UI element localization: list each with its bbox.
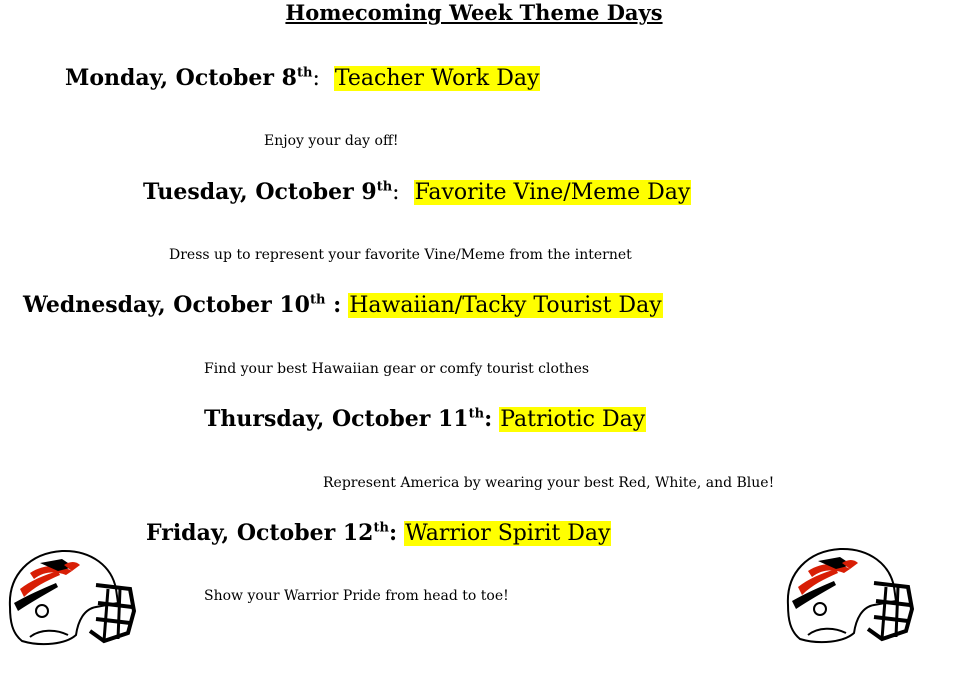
day-description-tuesday: Dress up to represent your favorite Vine/Meme from the internet bbox=[169, 247, 632, 263]
theme-name: Patriotic Day bbox=[500, 407, 646, 432]
day-heading-thursday bbox=[204, 405, 646, 434]
separator: : bbox=[388, 520, 398, 546]
day-description-wednesday: Find your best Hawaiian gear or comfy tourist clothes bbox=[204, 361, 590, 377]
day-description-thursday: Represent America by wearing your best Red, White, and Blue! bbox=[323, 475, 775, 491]
football-helmet-icon bbox=[0, 545, 136, 649]
day-heading-tuesday bbox=[143, 178, 691, 207]
separator: : bbox=[312, 66, 320, 91]
ordinal-suffix: th bbox=[309, 292, 326, 308]
ordinal-suffix: th bbox=[297, 65, 313, 81]
day-label: Wednesday, October 10 bbox=[23, 292, 310, 318]
day-heading-monday bbox=[65, 64, 540, 93]
ordinal-suffix: th bbox=[373, 520, 389, 536]
day-label: Friday, October 12 bbox=[146, 520, 374, 546]
theme-name: Teacher Work Day bbox=[334, 66, 540, 91]
separator: : bbox=[392, 180, 400, 205]
day-description-monday: Enjoy your day off! bbox=[264, 133, 399, 149]
day-label: Tuesday, October 9 bbox=[143, 179, 377, 205]
day-heading-wednesday bbox=[23, 291, 663, 320]
theme-name: Warrior Spirit Day bbox=[405, 521, 611, 546]
theme-name: Hawaiian/Tacky Tourist Day bbox=[349, 293, 662, 318]
football-helmet-icon bbox=[778, 543, 914, 647]
ordinal-suffix: th bbox=[376, 179, 393, 195]
day-label: Thursday, October 11 bbox=[204, 406, 469, 432]
page-title: Homecoming Week Theme Days bbox=[285, 0, 663, 25]
ordinal-suffix: th bbox=[468, 406, 485, 422]
separator: : bbox=[484, 406, 493, 432]
day-heading-friday bbox=[146, 519, 611, 548]
day-description-friday: Show your Warrior Pride from head to toe! bbox=[204, 588, 509, 604]
theme-name: Favorite Vine/Meme Day bbox=[414, 180, 691, 205]
separator: : bbox=[325, 292, 342, 318]
day-label: Monday, October 8 bbox=[65, 65, 297, 91]
